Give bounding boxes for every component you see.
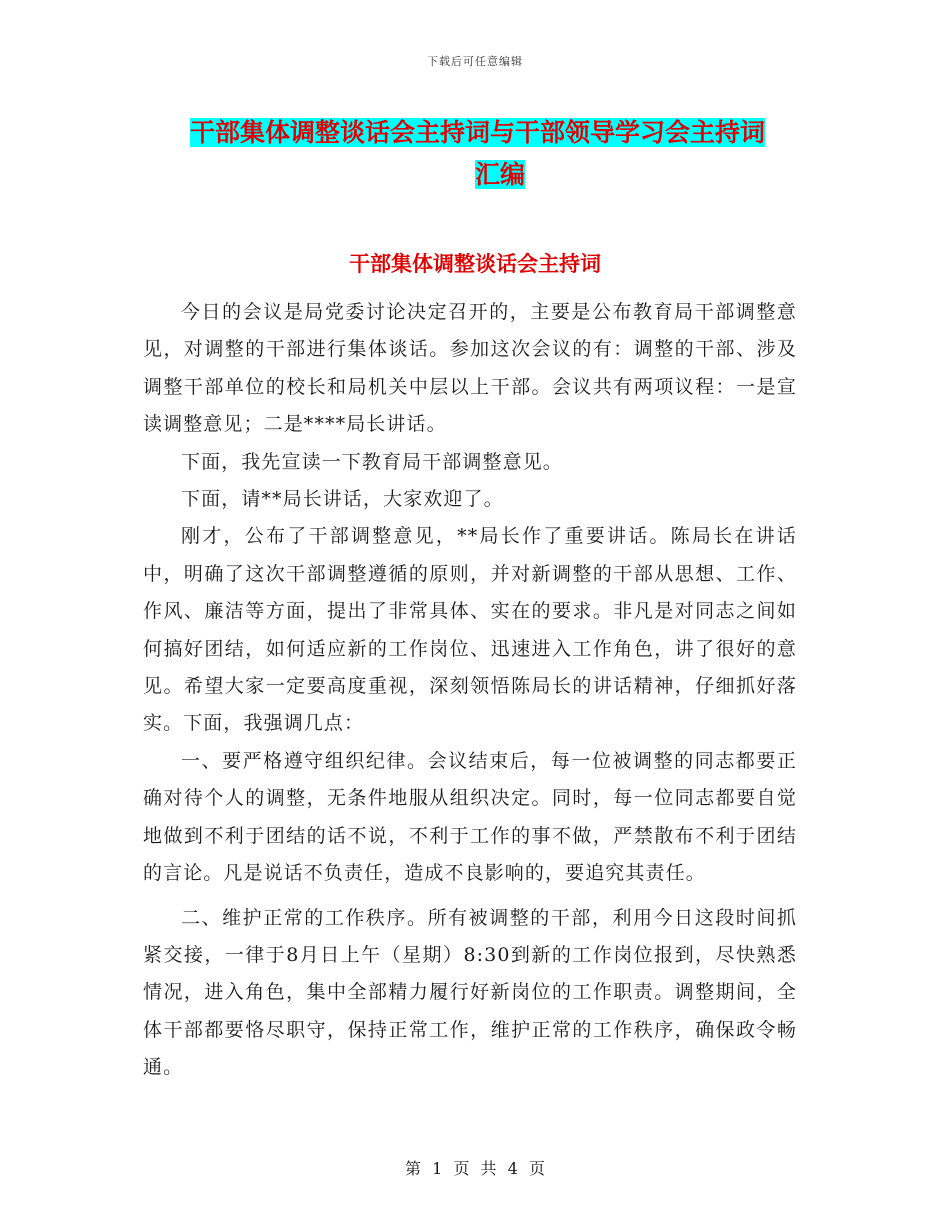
- document-body: [143, 294, 797, 1087]
- header-note: 下载后可任意编辑: [427, 55, 523, 68]
- paragraph: 下面，请**局长讲话，大家欢迎了。: [181, 488, 504, 511]
- page-label-mid: 页: [453, 1159, 470, 1178]
- title-line-2: 汇编: [474, 160, 525, 189]
- total-label: 共: [480, 1159, 497, 1178]
- paragraph: 下面，我先宣读一下教育局干部调整意见。: [181, 450, 563, 473]
- title-line-1: 干部集体调整谈话会主持词与干部领导学习会主持词: [190, 118, 766, 147]
- total-label-post: 页: [528, 1159, 545, 1178]
- paragraph: 二、维护正常的工作秩序。所有被调整的干部，利用今日这段时间抓紧交接，一律于8月日上午（星期）8:30到新的工作岗位报到，尽快熟悉情况，进入角色，集中全部精力履行好新岗位的工作职责。调整期间，全体干部都要恪尽职守，保持正常工作，维护正常的工作秩序，确保政令畅通。: [143, 906, 797, 1079]
- paragraph: 刚才，公布了干部调整意见，**局长作了重要讲话。陈局长在讲话中，明确了这次干部调整遵循的原则，并对新调整的干部从思想、工作、作风、廉洁等方面，提出了非常具体、实在的要求。非凡是对同志之间如何搞好团结，如何适应新的工作岗位、迅速进入工作角色，讲了很好的意见。希望大家一定要高度重视，深刻领悟陈局长的讲话精神，仔细抓好落实。下面，我强调几点：: [143, 525, 797, 735]
- page-number: 1: [432, 1159, 443, 1178]
- paragraph: 今日的会议是局党委讨论决定召开的，主要是公布教育局干部调整意见，对调整的干部进行集体谈话。参加这次会议的有：调整的干部、涉及调整干部单位的校长和局机关中层以上干部。会议共有两项议程：一是宣读调整意见；二是****局长讲话。: [143, 301, 797, 436]
- section-title: 干部集体调整谈话会主持词: [349, 252, 601, 276]
- paragraph: 一、要严格遵守组织纪律。会议结束后，每一位被调整的同志都要正确对待个人的调整，无条件地服从组织决定。同时，每一位同志都要自觉地做到不利于团结的话不说，不利于工作的事不做，严禁散布不利于团结的言论。凡是说话不负责任，造成不良影响的，要追究其责任。: [143, 749, 797, 885]
- total-pages: 4: [507, 1159, 518, 1178]
- page-footer: [0, 1156, 950, 1179]
- page-label-pre: 第: [405, 1159, 422, 1178]
- document-title: [190, 112, 810, 196]
